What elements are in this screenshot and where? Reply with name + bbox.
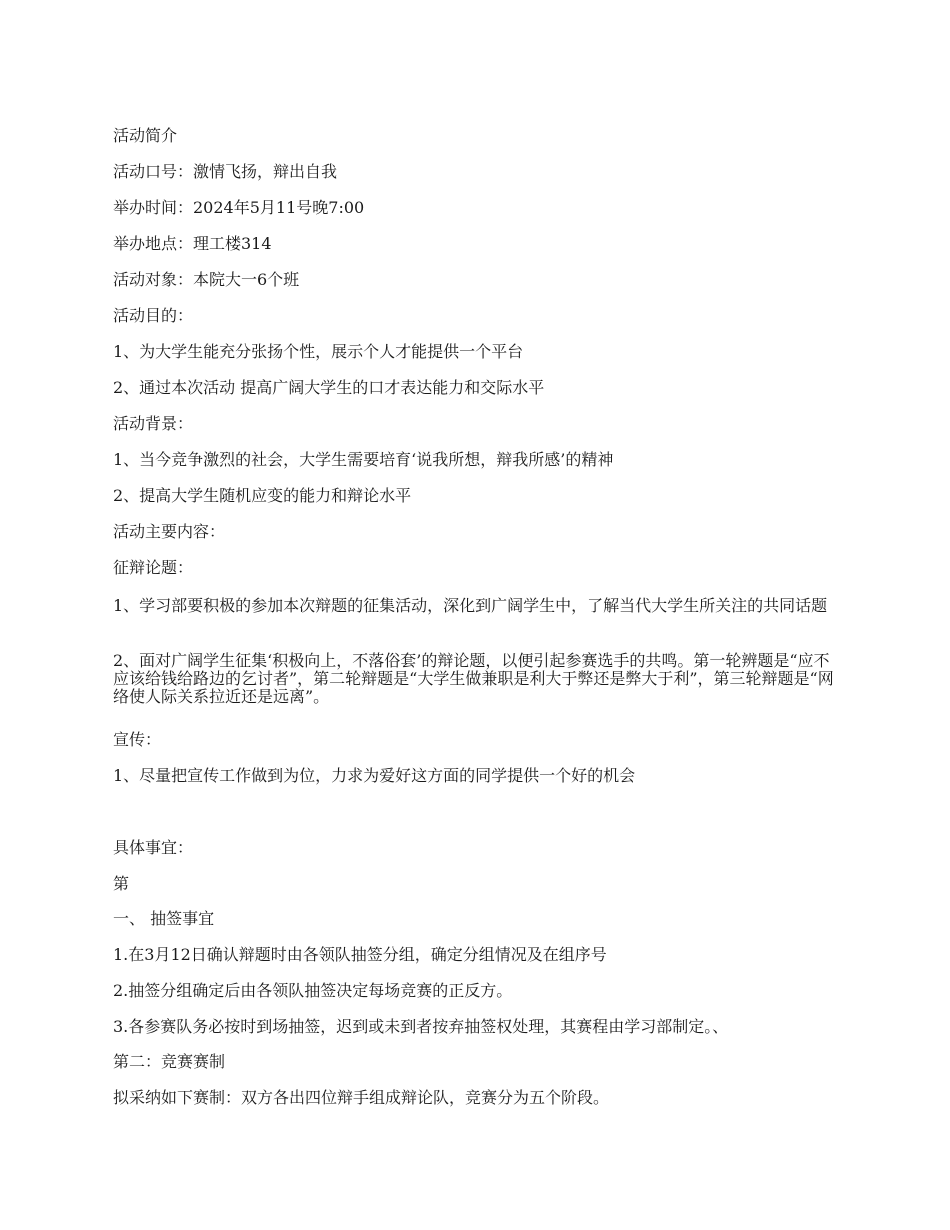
details-number-prefix: 第 (113, 874, 130, 893)
topics-item-2: 2、面对广阔学生征集‘积极向上，不落俗套’的辩论题，以便引起参赛选手的共鸣。第一轮辨题是“应不应该给钱给路边的乞讨者”，第二轮辩题是“大学生做兼职是利大于弊还是弊大于利”，第三轮辩题是“网络使人际关系拉近还是远离”。 (113, 651, 834, 706)
publicity-item-1: 1、尽量把宣传工作做到为位，力求为爱好这方面的同学提供一个好的机会 (113, 766, 636, 785)
draw-item-2: 2.抽签分组确定后由各领队抽签决定每场竞赛的正反方。 (113, 981, 513, 1000)
topics-item-1: 1、学习部要积极的参加本次辩题的征集活动，深化到广阔学生中，了解当代大学生所关注的共同话题 (113, 596, 828, 615)
background-item-1: 1、当今竞争激烈的社会，大学生需要培育‘说我所想，辩我所感’的精神 (113, 450, 614, 469)
purpose-item-1: 1、为大学生能充分张扬个性，展示个人才能提供一个平台 (113, 342, 524, 361)
draw-item-3: 3.各参赛队务必按时到场抽签，迟到或未到者按弃抽签权处理，其赛程由学习部制定。、 (113, 1017, 729, 1036)
venue-line: 举办地点：理工楼314 (113, 234, 272, 253)
slogan-line: 活动口号：激情飞扬，辩出自我 (113, 162, 338, 181)
time-line: 举办时间：2024年5月11号晚7:00 (113, 198, 365, 217)
section-heading-background: 活动背景： (113, 414, 194, 433)
subheading-publicity: 宣传： (113, 730, 162, 749)
draw-item-1: 1.在3月12日确认辩题时由各领队抽签分组，确定分组情况及在组序号 (113, 945, 607, 964)
audience-line: 活动对象：本院大一6个班 (113, 270, 300, 289)
subheading-topics: 征辩论题： (113, 558, 194, 577)
section-heading-purpose: 活动目的： (113, 306, 194, 325)
subheading-draw: 一、 抽签事宜 (113, 909, 215, 928)
purpose-item-2: 2、通过本次活动 提高广阔大学生的口才表达能力和交际水平 (113, 378, 545, 397)
format-description: 拟采纳如下赛制：双方各出四位辩手组成辩论队，竞赛分为五个阶段。 (113, 1088, 610, 1107)
section-heading-details: 具体事宜： (113, 838, 194, 857)
subheading-format: 第二：竞赛赛制 (113, 1052, 226, 1071)
background-item-2: 2、提高大学生随机应变的能力和辩论水平 (113, 486, 412, 505)
section-heading-intro: 活动简介 (113, 126, 178, 145)
section-heading-content: 活动主要内容： (113, 522, 226, 541)
